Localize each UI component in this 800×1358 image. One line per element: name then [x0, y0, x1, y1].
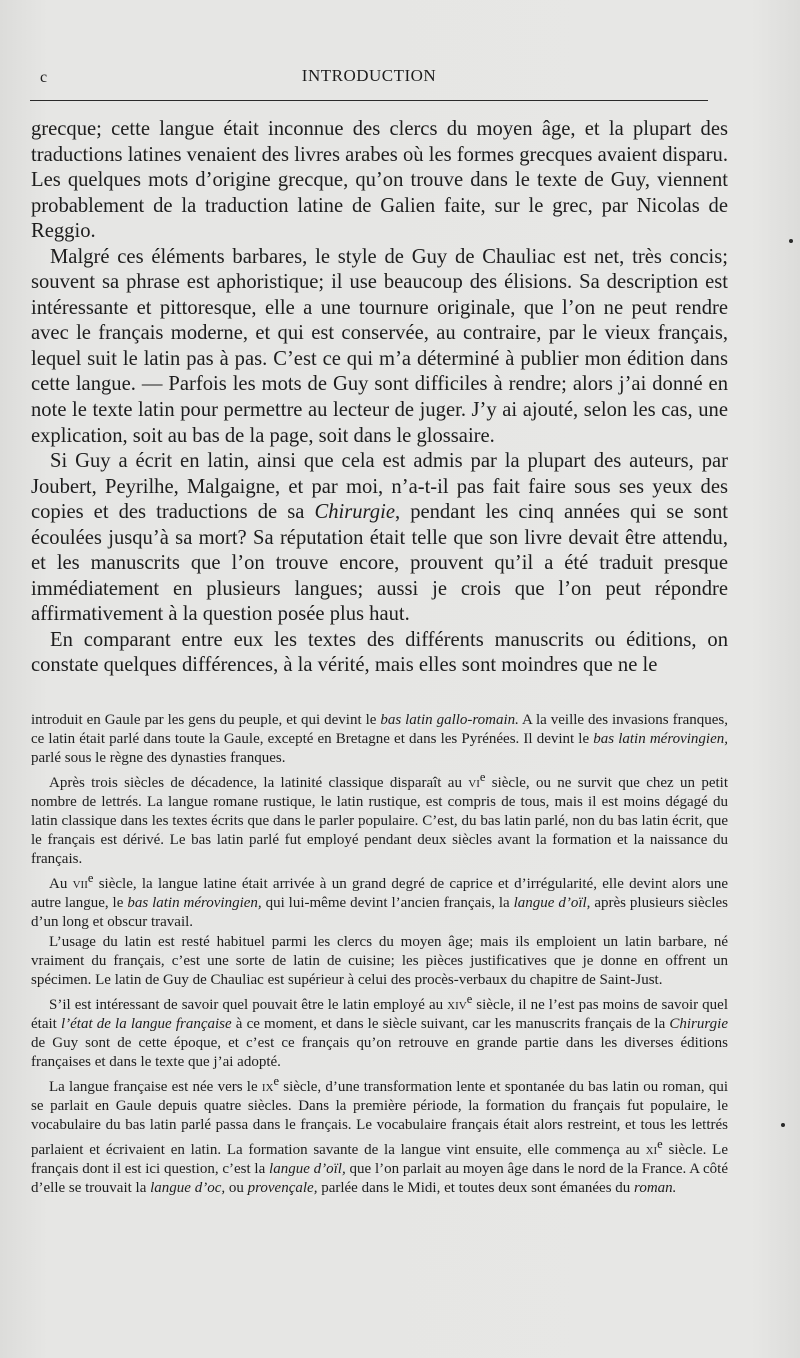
main-paragraph-1: grecque; cette langue était inconnue des clercs du moyen âge, et la plupart des traductions latines venaient des livres arabes où les formes grecques avaient disparu. Les quelques mots d’origine grecque, qu’on trouve dans le texte de Guy, viennent probablement de la traduction latine de Galien faite, sur le grec, par Nicolas de Reggio. — [31, 118, 728, 243]
superscript: e — [466, 991, 473, 1006]
superscript: e — [657, 1136, 663, 1151]
text-run: S’il est intéressant de savoir quel pouvait être le latin employé au — [49, 996, 448, 1013]
text-run: siècle, il ne l’est pas moins de savoir quel était — [31, 996, 728, 1032]
footnote-paragraph-4: L’usage du latin est resté habituel parmi les clercs du moyen âge; mais ils emploient un latin barbare, né vraiment du français, c’est une sorte de latin de cuisine; les pièces justificatives que je donne en offrent un spécimen. Le latin de Guy de Chauliac est supérieur à celui des procès-verbaux du chapitre de Saint-Just. — [31, 933, 728, 988]
italic-run: bas latin gallo-romain. — [380, 712, 519, 728]
italic-run: Chirurgie — [314, 501, 395, 524]
century-numeral: xiv — [447, 996, 467, 1013]
footnote-paragraph-3 — [31, 869, 728, 932]
main-paragraph-4: En comparant entre eux les textes des différents manuscrits ou éditions, on constate quelques différences, à la vérité, mais elles sont moindres que ne le — [31, 628, 728, 677]
footnote-paragraph-5 — [31, 990, 728, 1072]
text-run: ou — [225, 1180, 248, 1197]
text-run: Si Guy a écrit en latin, ainsi que cela est admis par la plupart des auteurs, par Joubert, Peyrilhe, Malgaigne, et par moi, n’a-t-il pas fait faire sous ses yeux des copies et des traductions de sa — [31, 450, 728, 524]
superscript: e — [87, 871, 94, 886]
italic-run: bas latin mérovingien, — [593, 731, 728, 748]
footnotes — [31, 711, 728, 1198]
italic-run: Chirurgie — [669, 1015, 728, 1032]
italic-run: l’état de la langue française — [60, 1015, 232, 1032]
text-run: Au — [49, 876, 73, 893]
text-run: que l’on parlait au moyen âge dans le nord de la France. A côté d’elle se trouvait la — [31, 1161, 729, 1197]
page-number: c — [40, 69, 49, 86]
text-run: siècle, ou ne survit que chez un petit nombre de lettrés. La langue romane rustique, le latin rustique, est compris de tous, mais il est moins dégagé du latin classique dans les textes écrits que dans le parler populaire. C’est, du bas latin parlé, non du bas latin écrit, que le français est dérivé. Le bas latin parlé fut employé pendant deux siècles avant la formation et la naissance du français. — [31, 775, 728, 868]
footnote-paragraph-1 — [31, 711, 728, 768]
text-run: qui lui-même devint l’ancien français, la — [261, 895, 514, 912]
text-run: Après trois siècles de décadence, la latinité classique disparaît au — [49, 775, 469, 792]
text-run: après plusieurs siècles d’un long et obscur travail. — [31, 895, 728, 931]
footnote-paragraph-6 — [31, 1072, 728, 1198]
margin-speck — [781, 1123, 785, 1127]
text-run: A la veille des invasions franques, ce latin était parlé dans toute la Gaule, excepté en Bretagne et dans les Pyrénées. Il devint le — [31, 712, 728, 748]
text-run: , pendant les cinq années qui se sont écoulées jusqu’à sa mort? Sa réputation était telle que son livre devait être attendu, et les manuscrits que l’on trouve encore, prouvent qu’il a été traduit presque immédiatement en plusieurs langues; aussi je crois que l’on peut répondre affirmativement à la question posée plus haut. — [31, 501, 728, 626]
italic-run: langue d’oïl, — [513, 895, 591, 912]
text-run: La langue française est née vers le — [49, 1078, 262, 1095]
text-run: parlé sous le règne des dynasties franques. — [31, 750, 286, 767]
text-run: introduit en Gaule par les gens du peuple, et qui devint le — [31, 712, 381, 728]
main-text — [31, 117, 728, 679]
text-run: siècle. Le français dont il est ici question, c’est la — [31, 1141, 728, 1178]
text-run: siècle, la langue latine était arrivée à un grand degré de caprice et d’irrégularité, elle devint alors une autre langue, le — [31, 876, 728, 912]
century-numeral: vi — [468, 775, 480, 792]
italic-run: bas latin mérovingien, — [127, 895, 262, 912]
text-run: siècle, d’une transformation lente et spontanée du bas latin ou roman, qui se parlait en Gaule depuis quatre siècles. Dans la première période, la formation du français fut populaire, le vocabulaire du bas latin parlé passa dans le français. Le vocabulaire français était alors restreint, et tous les lettrés parlaient et écrivaient en latin. La formation savante de la langue vint ensuite, elle commença au — [31, 1078, 728, 1158]
century-numeral: ix — [261, 1078, 274, 1095]
running-title: INTRODUCTION — [301, 66, 437, 85]
text-run: parlée dans le Midi, et toutes deux sont émanées du — [317, 1180, 635, 1197]
italic-run: provençale, — [247, 1180, 318, 1197]
century-numeral: vii — [72, 876, 88, 893]
text-run: de Guy sont de cette époque, et c’est ce français qu’on retrouve en grande partie dans les diverses éditions françaises et dans le texte que j’ai adopté. — [31, 1034, 728, 1070]
text-run: à ce moment, et dans le siècle suivant, car les manuscrits français de la — [231, 1015, 670, 1032]
italic-run: roman. — [634, 1180, 677, 1197]
italic-run: langue d’oïl, — [269, 1161, 346, 1178]
italic-run: langue d’oc, — [150, 1180, 226, 1197]
footnote-paragraph-2 — [31, 768, 728, 869]
margin-speck — [789, 239, 793, 243]
superscript: e — [479, 770, 486, 785]
main-paragraph-2: Malgré ces éléments barbares, le style de Guy de Chauliac est net, très concis; souvent sa phrase est aphoristique; il use beaucoup des élisions. Sa description est intéressante et pittoresque, elle a une tournure originale, que l’on ne peut rendre avec le français moderne, et qui est conservée, au contraire, par le vieux français, lequel suit le latin pas à pas. C’est ce qui m’a déterminé à publier mon édition dans cette langue. — Parfois les mots de Guy sont difficiles à rendre; alors j’ai donné en note le texte latin pour permettre au lecteur de juger. J’y ai ajouté, selon les cas, une explication, soit au bas de la page, soit dans le glossaire. — [31, 245, 728, 447]
superscript: e — [273, 1073, 280, 1088]
century-numeral: xi — [645, 1141, 658, 1158]
page-header — [30, 66, 708, 101]
main-paragraph-3 — [31, 449, 728, 628]
